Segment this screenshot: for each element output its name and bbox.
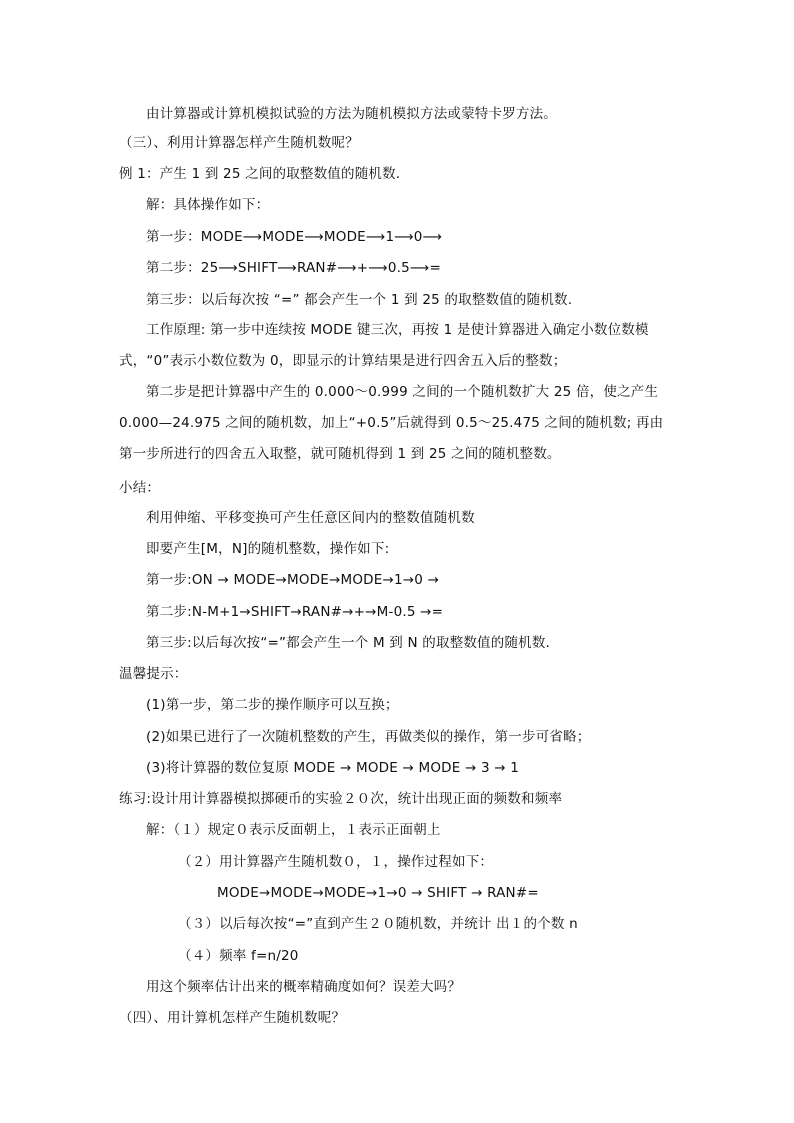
tip-1: (1)第一步，第二步的操作顺序可以互换； [146, 697, 399, 713]
exercise-solution-1: 解：（１）规定０表示反面朝上，１表示正面朝上 [146, 822, 441, 838]
tip-2: (2)如果已进行了一次随机整数的产生，再做类似的操作，第一步可省略； [146, 729, 591, 745]
summary-label: 小结： [119, 480, 161, 496]
tip-3: (3)将计算器的数位复原 MODE → MODE → MODE → 3 → 1 [146, 760, 520, 776]
step-3: 第三步：以后每次按 “=” 都会产生一个 1 到 25 的取整数值的随机数. [146, 292, 573, 308]
exercise-key-sequence: MODE→MODE→MODE→1→0 → SHIFT → RAN#= [217, 885, 539, 901]
summary-operation-intro: 即要产生[M，N]的随机整数，操作如下: [146, 541, 390, 557]
summary-step-1: 第一步:ON → MODE→MODE→MODE→1→0 → [146, 572, 440, 588]
exercise-solution-2: （２）用计算器产生随机数０，１，操作过程如下： [178, 854, 494, 870]
section-heading-3: （三）、利用计算器怎样产生随机数呢？ [119, 135, 359, 151]
summary-step-2: 第二步:N-M+1→SHIFT→RAN#→+→M-0.5 →= [146, 604, 444, 620]
working-principle-paragraph: 工作原理: 第一步中连续按 MODE 键三次，再按 1 是使计算器进入确定小数位数模式，“0”表示小数位数为 0，即显示的计算结果是进行四舍五入后的整数； [119, 322, 649, 369]
example-1: 例 1：产生 1 到 25 之间的取整数值的随机数. [119, 166, 401, 182]
exercise-statement: 练习:设计用计算器模拟掷硬币的实验２０次，统计出现正面的频数和频率 [119, 791, 563, 807]
section-heading-4: （四）、用计算机怎样产生随机数呢？ [119, 1010, 346, 1026]
exercise-solution-3: （３）以后每次按“=”直到产生２０随机数，并统计 出１的个数 n [178, 916, 578, 932]
step-1: 第一步：MODE⟶MODE⟶MODE⟶1⟶0⟶ [146, 229, 443, 245]
step-2-explanation-paragraph: 第二步是把计算器中产生的 0.000～0.999 之间的一个随机数扩大 25 倍，使之产生 0.000—24.975 之间的随机数，加上“+0.5”后就得到 0.5～25.475 之间的随机数; 再由第一步所进行的四舍五入取整，就可随机得到 1 到 25 之间的随机整数。 [119, 384, 664, 462]
summary-text: 利用伸缩、平移变换可产生任意区间内的整数值随机数 [146, 510, 475, 526]
paragraph-monte-carlo: 由计算器或计算机模拟试验的方法为随机模拟方法或蒙特卡罗方法。 [146, 106, 557, 122]
solution-label: 解：具体操作如下： [146, 197, 270, 213]
step-2: 第二步：25⟶SHIFT⟶RAN#⟶+⟶0.5⟶= [146, 260, 441, 276]
summary-step-3: 第三步:以后每次按“=”都会产生一个 M 到 N 的取整数值的随机数. [146, 635, 551, 651]
reflection-question: 用这个频率估计出来的概率精确度如何？误差大吗？ [146, 979, 462, 995]
exercise-solution-4: （４）频率 f=n/20 [178, 948, 299, 964]
tips-label: 温馨提示： [119, 666, 188, 682]
